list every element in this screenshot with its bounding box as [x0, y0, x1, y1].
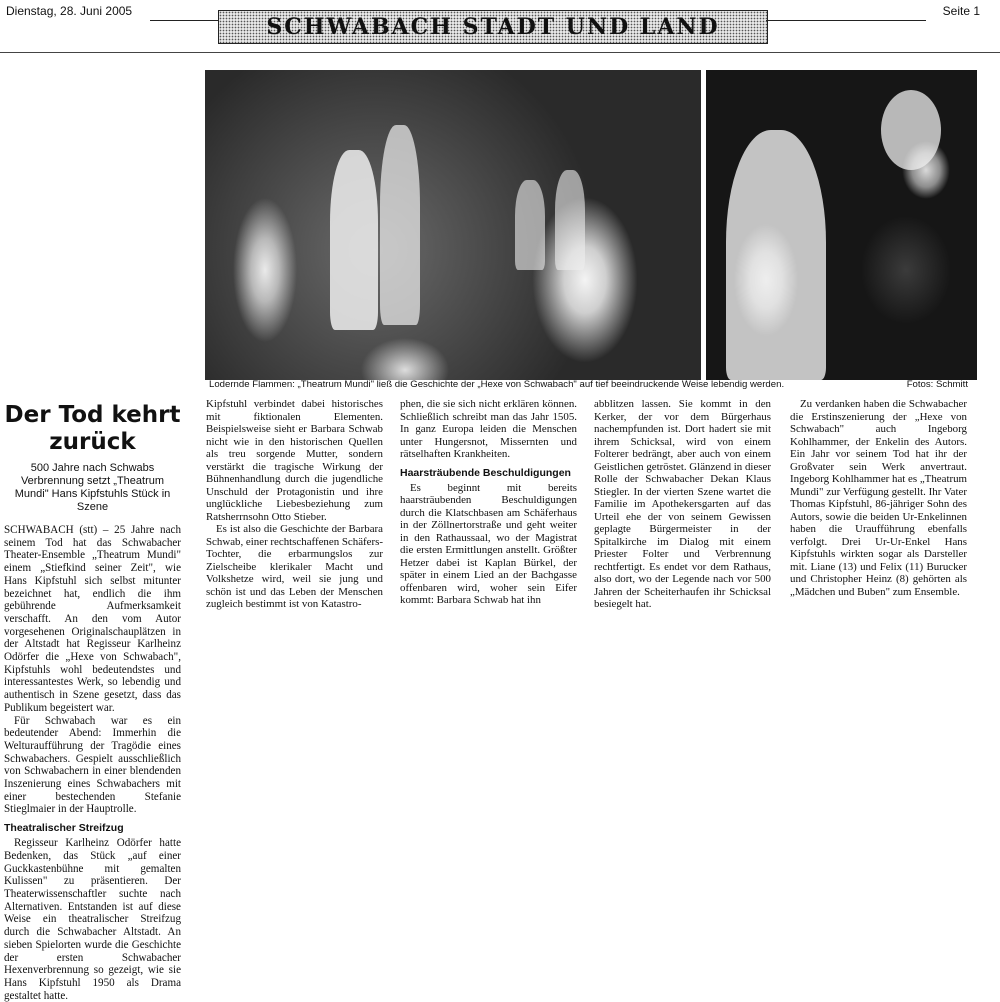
photo-area [205, 70, 977, 380]
text-column-3 [400, 398, 577, 607]
text-column-2 [206, 398, 383, 611]
body-paragraph: Für Schwabach war es ein bedeutender Abend: Immerhin die Welturaufführung der Tragödie eines Schwabachers. Gespielt ausschließlich von Schwabachern in einer blendenden Inszenierung eines Schwabachers mit einer bestechenden Stefanie Stieglmaier in der Hauptrolle. [4, 714, 181, 816]
subheading: Theatralischer Streifzug [4, 822, 124, 835]
subheading: Haarsträubende Beschuldigungen [400, 466, 571, 479]
body-paragraph: Es beginnt mit bereits haarsträubenden Beschuldigungen durch die Klatschbasen am Schäferhaus in der Zöllnertorstraße und geht weiter in den Rathaussaal, wo der Magistrat die ersten Ermittlungen anstellt. Größter Hetzer dabei ist Kaplan Bürkel, der später in einem Lied an der Bachgasse offenbaren wird, woher sein Eifer kommt: Barbara Schwab hat ihn [400, 481, 577, 606]
issue-date: Dienstag, 28. Juni 2005 [6, 4, 133, 18]
section-banner [218, 10, 768, 44]
page-number: Seite 1 [942, 4, 980, 18]
header-divider [0, 52, 1000, 53]
body-paragraph: phen, die sie sich nicht erklären können. Schließlich schreibt man das Jahr 1505. In ganz Europa leiden die Menschen unter Hungersnot, Missernten und rätselhaften Krankheiten. [400, 398, 577, 460]
text-column-5 [790, 398, 967, 598]
header-rule-left [150, 20, 218, 21]
photo-kerker-scene [706, 70, 977, 380]
photo-flames-scene [205, 70, 701, 380]
photo-figure [330, 150, 378, 330]
subheadline: 500 Jahre nach Schwabs Verbrennung setzt „Theatrum Mundi" Hans Kipfstuhls Stück in Szene [14, 462, 171, 513]
lead-paragraph: SCHWABACH (stt) – 25 Jahre nach seinem Tod hat das Schwabacher Theater-Ensemble „Theatrum Mundi" einem „Stiefkind seiner Zeit", wie Hans Kipfstuhl sich selbst mitunter bezeichnet hat, endlich die ihm gebührende Aufmerksamkeit verschafft. An den vom Autor vorgesehenen Originalschauplätzen in der Altstadt hat Regisseur Karlheinz Odörfer die „Hexe von Schwabach", Kipfstuhls wohl bedeutendstes und interessantestes Werk, so lebendig und authentisch in Szene gesetzt, dass das Publikum begeistert war. [4, 524, 181, 714]
body-paragraph: Kipfstuhl verbindet dabei historisches mit fiktionalen Elementen. Beispielsweise sieht er Barbara Schwab nicht wie in den historischen Quellen als treu sorgende Mutter, sondern verstärkt die tragische Wirkung der Bühnenhandlung durch die jugendliche Unschuld der Protagonistin und ihre unglückliche Liebesbeziehung zum Ratsherrnsohn Otto Stieber. [206, 398, 383, 523]
headline: Der Tod kehrt zurück [4, 402, 181, 455]
photo-figure [555, 170, 585, 270]
photo-figure [380, 125, 420, 325]
photo-figure [726, 130, 826, 380]
header-rule-right [766, 20, 926, 21]
page-header [0, 0, 1000, 52]
photo-credit: Fotos: Schmitt [906, 379, 968, 390]
lead-column [4, 398, 181, 1002]
body-paragraph: Regisseur Karlheinz Odörfer hatte Bedenken, das Stück „auf einer Guckkastenbühne mit gemalten Kulissen" zu präsentieren. Der Theaterwissenschaftler suchte nach Alternativen. Entstanden ist auf diese Weise ein theatralischer Streifzug durch die Schwabacher Altstadt. An sieben Spielorten wurde die Geschichte der ersten Schwabacher Hexenverbrennung so gezeigt, wie sie Hans Kipfstuhl 1950 als Drama gestaltet hatte. [4, 837, 181, 1002]
photo-figure [881, 90, 941, 170]
photo-figure [515, 180, 545, 270]
body-paragraph: Es ist also die Geschichte der Barbara Schwab, einer rechtschaffenen Schäfers-Tochter, die erbarmungslos zur Zielscheibe klerikaler Macht und Volkshetze wird, weil sie jung und schön ist und das Leben der Menschen zugleich bestimmt ist von Katastro- [206, 523, 383, 610]
body-paragraph: abblitzen lassen. Sie kommt in den Kerker, der vor dem Bürgerhaus nachempfunden ist. Dort hadert sie mit ihrem Schicksal, wird von einem Folterer bedrängt, aber auch von einem Geistlichen getröstet. Glänzend in dieser Rolle der Schwabacher Dekan Klaus Stiegler. In der vierten Szene wartet die Familie im Apothekersgarten auf das Urteil ehe der von seinem Gewissen geplagte Bürgermeister in der Spitalkirche im Dialog mit einem Priester Folter und Verbrennung rechtfertigt. Es endet vor dem Rathaus, also dort, wo der Legende nach vor 500 Jahren der Scheiterhaufen ihr Schicksal besiegelt hat. [594, 398, 771, 610]
section-title: SCHWABACH STADT UND LAND [266, 14, 720, 40]
text-column-4 [594, 398, 771, 611]
body-paragraph: Zu verdanken haben die Schwabacher die Erstinszenierung der „Hexe von Schwabach" auch Ingeborg Kohlhammer, der Enkelin des Autors. Ein Jahr vor seinem Tod hat ihr der Großvater sein Werk anvertraut. Ingeborg Kohlhammer hat es „Theatrum Mundi" zur Verfügung gestellt. Ihr Vater Thomas Kipfstuhl, 86-jähriger Sohn des Autors, sowie die beiden Ur-Enkelinnen haben die Uraufführung ebenfalls verfolgt. Drei Ur-Ur-Enkel Hans Kipfstuhls wirkten sogar als Darsteller mit. Liane (13) und Felix (11) Burucker und Christopher Heinz (8) gehörten als „Mädchen und Buben" zum Ensemble. [790, 398, 968, 598]
photo-caption: Lodernde Flammen: „Theatrum Mundi" ließ die Geschichte der „Hexe von Schwabach" auf tief beeindruckende Weise lebendig werden. [209, 379, 785, 390]
